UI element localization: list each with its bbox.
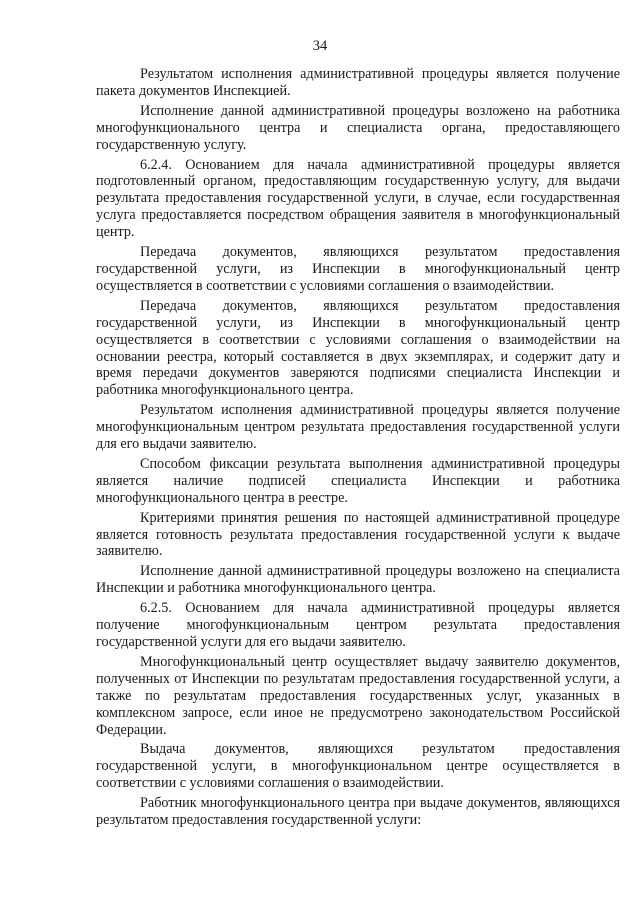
paragraph-9: Исполнение данной административной процедуры возложено на специалиста Инспекции и работника многофункционального центра. xyxy=(96,563,620,597)
paragraph-4: Передача документов, являющихся результатом предоставления государственной услуги, из Инспекции в многофункциональный центр осуществляется в соответствии с условиями соглашения о взаимодействии. xyxy=(96,244,620,294)
paragraph-5: Передача документов, являющихся результатом предоставления государственной услуги, из Инспекции в многофункциональный центр осуществляется в соответствии с условиями соглашения о взаимодействии на основании реестра, который составляется в двух экземплярах, и содержит дату и время передачи документов заверяются подписями специалиста Инспекции и работника многофункционального центра. xyxy=(96,297,620,399)
paragraph-1: Результатом исполнения административной процедуры является получение пакета документов Инспекцией. xyxy=(96,66,620,99)
paragraph-7: Способом фиксации результата выполнения административной процедуры является наличие подписей специалиста Инспекции и работника многофункционального центра в реестре. xyxy=(96,455,620,506)
paragraph-13: Работник многофункционального центра при выдаче документов, являющихся результатом предоставления государственной услуги: xyxy=(96,795,620,829)
document-body xyxy=(96,66,620,832)
paragraph-12: Выдача документов, являющихся результатом предоставления государственной услуги, в многофункциональном центре осуществляется в соответствии с условиями соглашения о взаимодействии. xyxy=(96,741,620,792)
page-number: 34 xyxy=(312,38,328,54)
paragraph-10: 6.2.5. Основанием для начала административной процедуры является получение многофункциональным центром результата предоставления государственной услуги для его выдачи заявителю. xyxy=(96,600,620,650)
paragraph-2: Исполнение данной административной процедуры возложено на работника многофункционального центра и специалиста органа, предоставляющего государственную услугу. xyxy=(96,102,620,153)
paragraph-11: Многофункциональный центр осуществляет выдачу заявителю документов, полученных от Инспекции по результатам предоставления государственной услуги, а также по результатам предоставления государственных услуг, указанных в комплексном запросе, если иное не предусмотрено законодательством Российской Федерации. xyxy=(96,653,620,738)
paragraph-3: 6.2.4. Основанием для начала административной процедуры является подготовленный органом, предоставляющим государственную услугу, для выдачи результата предоставления государственной услуги, в случае, если государственная услуга предоставляется посредством обращения заявителя в многофункциональный центр. xyxy=(96,156,620,241)
paragraph-6: Результатом исполнения административной процедуры является получение многофункциональным центром результата предоставления государственной услуги для его выдачи заявителю. xyxy=(96,402,620,453)
paragraph-8: Критериями принятия решения по настоящей административной процедуре является готовность результата предоставления государственной услуги к выдаче заявителю. xyxy=(96,509,620,560)
